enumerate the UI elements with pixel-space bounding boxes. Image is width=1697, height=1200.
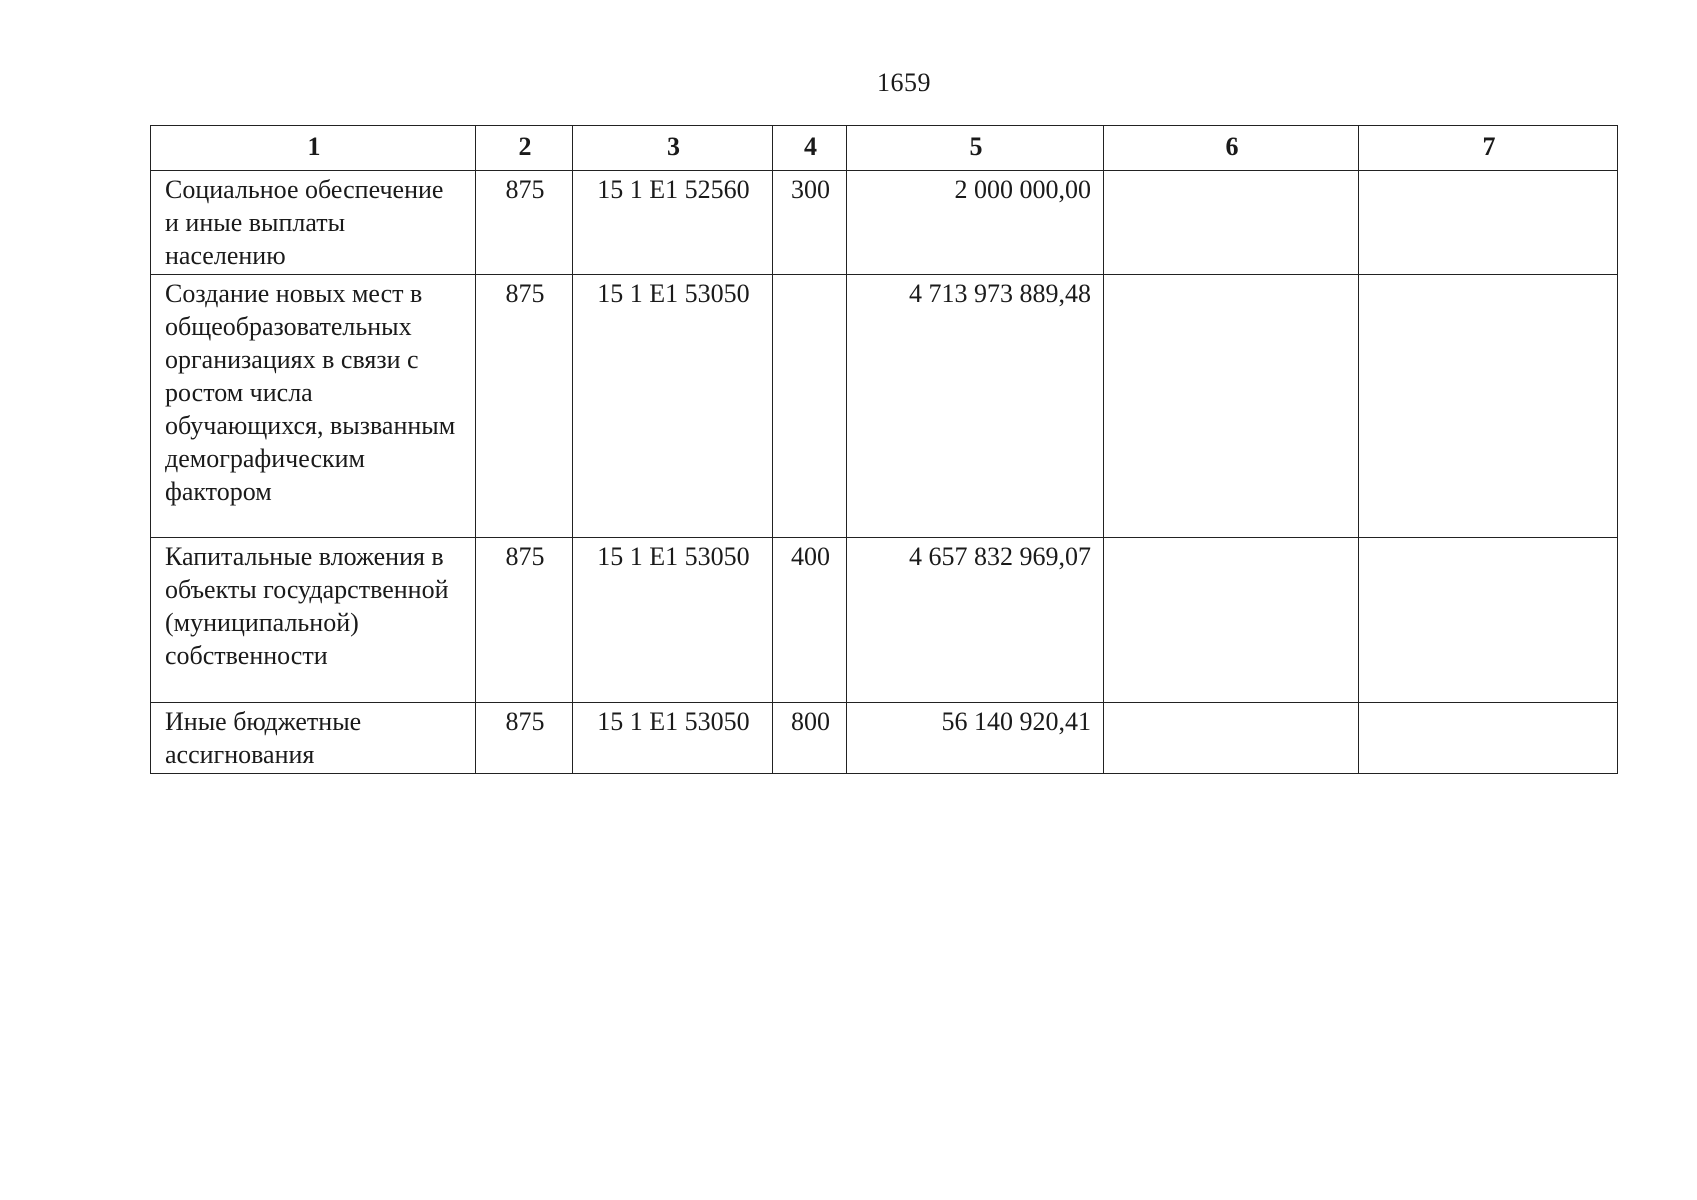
row-col5: 4 657 832 969,07 <box>847 538 1104 703</box>
row-col6 <box>1104 275 1359 538</box>
column-header: 2 <box>476 126 573 171</box>
table-row <box>151 703 1618 774</box>
row-col2: 875 <box>476 171 573 275</box>
page-number: 1659 <box>877 68 931 97</box>
row-col3: 15 1 E1 53050 <box>573 703 773 774</box>
row-name: Создание новых мест в общеобразовательных организациях в связи с ростом числа обучающихся, вызванным демографическим фактором <box>151 275 476 538</box>
row-col3: 15 1 E1 53050 <box>573 275 773 538</box>
row-col2: 875 <box>476 703 573 774</box>
row-col7 <box>1359 171 1618 275</box>
row-name: Капитальные вложения в объекты государственной (муниципальной) собственности <box>151 538 476 703</box>
row-col3: 15 1 E1 53050 <box>573 538 773 703</box>
row-col4: 300 <box>773 171 847 275</box>
column-header: 5 <box>847 126 1104 171</box>
column-header: 4 <box>773 126 847 171</box>
column-header: 3 <box>573 126 773 171</box>
column-header: 6 <box>1104 126 1359 171</box>
row-col4: 400 <box>773 538 847 703</box>
row-col2: 875 <box>476 275 573 538</box>
column-header: 7 <box>1359 126 1618 171</box>
row-col5: 2 000 000,00 <box>847 171 1104 275</box>
table-row <box>151 538 1618 703</box>
row-col5: 56 140 920,41 <box>847 703 1104 774</box>
row-col6 <box>1104 538 1359 703</box>
row-name: Социальное обеспечение и иные выплаты населению <box>151 171 476 275</box>
row-col5: 4 713 973 889,48 <box>847 275 1104 538</box>
row-col7 <box>1359 538 1618 703</box>
column-header: 1 <box>151 126 476 171</box>
row-col4: 800 <box>773 703 847 774</box>
row-name: Иные бюджетные ассигнования <box>151 703 476 774</box>
budget-table <box>150 125 1618 774</box>
row-col6 <box>1104 703 1359 774</box>
row-col7 <box>1359 703 1618 774</box>
row-col2: 875 <box>476 538 573 703</box>
row-col6 <box>1104 171 1359 275</box>
row-col4 <box>773 275 847 538</box>
header-row <box>151 126 1618 171</box>
row-col3: 15 1 E1 52560 <box>573 171 773 275</box>
table-row <box>151 171 1618 275</box>
row-col7 <box>1359 275 1618 538</box>
table-row <box>151 275 1618 538</box>
